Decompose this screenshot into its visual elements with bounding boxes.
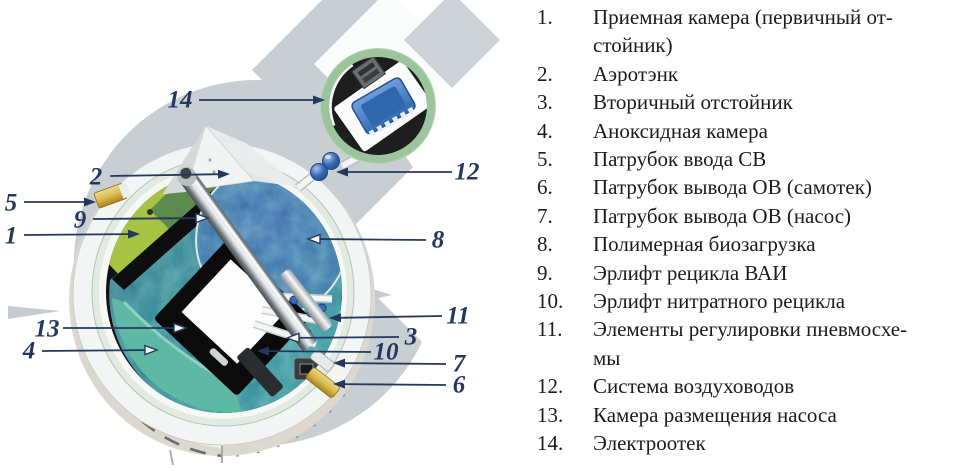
callout-label-4: 4 bbox=[22, 337, 36, 365]
legend-item-9 bbox=[537, 259, 965, 287]
legend-item-label: Камера размещения насоса bbox=[593, 402, 837, 427]
legend-item-number: 12. bbox=[537, 374, 564, 399]
callout-label-12: 12 bbox=[454, 158, 480, 186]
callout-label-5: 5 bbox=[4, 189, 18, 217]
legend-item-number: 4. bbox=[537, 118, 553, 143]
legend-item-label: Элементы регулировки пневмосхе- мы bbox=[593, 317, 908, 370]
legend-item-number: 7. bbox=[537, 203, 553, 228]
legend-item-label: Электроотек bbox=[593, 431, 706, 456]
legend-item-number: 5. bbox=[537, 147, 553, 172]
callout-label-9: 9 bbox=[73, 206, 87, 234]
callout-label-6: 6 bbox=[452, 371, 466, 399]
legend-item-13 bbox=[537, 401, 965, 429]
legend-item-label: Приемная камера (первичный от- стойник) bbox=[593, 5, 893, 58]
callout-line-1 bbox=[24, 234, 130, 235]
legend-item-label: Патрубок ввода СВ bbox=[593, 147, 767, 172]
legend-item-number: 8. bbox=[537, 232, 553, 257]
callout-line-6 bbox=[343, 384, 446, 385]
legend-item-3 bbox=[537, 88, 965, 116]
callout-label-8: 8 bbox=[431, 226, 445, 254]
legend-item-number: 3. bbox=[537, 90, 553, 115]
callout-label-2: 2 bbox=[89, 163, 103, 191]
legend-item-label: Аэротэнк bbox=[593, 61, 679, 86]
legend-item-label: Полимерная биозагрузка bbox=[593, 232, 816, 257]
legend-list bbox=[537, 3, 965, 458]
electro-unit-inset bbox=[321, 49, 435, 163]
legend-item-6 bbox=[537, 173, 965, 201]
callout-line-9 bbox=[93, 218, 198, 219]
legend-item-2 bbox=[537, 60, 965, 88]
legend-item-14 bbox=[537, 429, 965, 457]
legend-item-number: 1. bbox=[537, 5, 553, 29]
callout-line-8 bbox=[318, 239, 426, 240]
legend-item-number: 13. bbox=[537, 402, 564, 427]
callout-label-7: 7 bbox=[452, 350, 466, 378]
callout-line-4 bbox=[42, 350, 147, 351]
legend-item-label: Аноксидная камера bbox=[593, 118, 768, 143]
legend-item-4 bbox=[537, 117, 965, 145]
legend-item-number: 2. bbox=[537, 61, 553, 86]
legend-item-label: Эрлифт нитратного рецикла bbox=[593, 289, 846, 314]
legend-item-label: Вторичный отстойник bbox=[593, 90, 793, 115]
legend-item-11 bbox=[537, 315, 965, 372]
legend-item-label: Эрлифт рецикла ВАИ bbox=[593, 260, 788, 285]
callout-label-10: 10 bbox=[373, 338, 399, 366]
legend-item-1 bbox=[537, 3, 965, 60]
legend-item-label: Система воздуховодов bbox=[593, 374, 795, 399]
legend-item-5 bbox=[537, 145, 965, 173]
legend-item-10 bbox=[537, 287, 965, 315]
callout-label-3: 3 bbox=[404, 323, 418, 351]
legend-item-7 bbox=[537, 202, 965, 230]
legend-item-label: Патрубок вывода ОВ (самотек) bbox=[593, 175, 872, 200]
legend-item-number: 11. bbox=[537, 317, 563, 342]
legend-item-number: 14. bbox=[537, 431, 564, 456]
legend-item-number: 10. bbox=[537, 289, 564, 314]
legend-item-8 bbox=[537, 230, 965, 258]
legend-item-12 bbox=[537, 372, 965, 400]
legend-item-number: 6. bbox=[537, 175, 553, 200]
callout-line-10 bbox=[267, 351, 371, 352]
callout-label-13: 13 bbox=[34, 315, 60, 343]
legend-item-label: Патрубок вывода ОВ (насос) bbox=[593, 203, 852, 228]
callout-label-14: 14 bbox=[167, 86, 193, 114]
legend-item-number: 9. bbox=[537, 260, 553, 285]
callout-label-1: 1 bbox=[4, 222, 18, 250]
callout-label-11: 11 bbox=[446, 302, 470, 330]
